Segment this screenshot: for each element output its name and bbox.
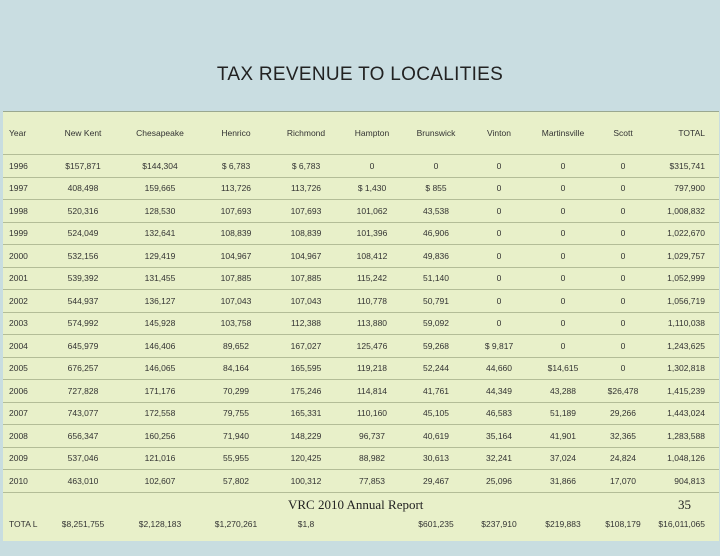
table-cell: 101,396 bbox=[341, 222, 403, 245]
table-cell: 1,008,832 bbox=[649, 200, 719, 223]
column-header: Hampton bbox=[341, 112, 403, 155]
table-cell: 32,241 bbox=[469, 447, 529, 470]
table-cell: 25,096 bbox=[469, 470, 529, 493]
table-cell: 103,758 bbox=[201, 312, 271, 335]
revenue-table-area bbox=[3, 111, 719, 541]
table-cell: 43,288 bbox=[529, 380, 597, 403]
table-cell: 0 bbox=[529, 245, 597, 268]
table-cell: 145,928 bbox=[119, 312, 201, 335]
table-cell: 35,164 bbox=[469, 425, 529, 448]
table-cell: 1997 bbox=[3, 177, 47, 200]
table-cell: 120,425 bbox=[271, 447, 341, 470]
table-cell: 146,406 bbox=[119, 335, 201, 358]
table-row bbox=[3, 200, 719, 223]
table-cell: 2000 bbox=[3, 245, 47, 268]
table-cell: 2001 bbox=[3, 267, 47, 290]
table-cell: 408,498 bbox=[47, 177, 119, 200]
table-cell: 539,392 bbox=[47, 267, 119, 290]
table-cell: 1996 bbox=[3, 155, 47, 178]
column-header: New Kent bbox=[47, 112, 119, 155]
table-cell: 113,726 bbox=[201, 177, 271, 200]
table-cell: 2004 bbox=[3, 335, 47, 358]
table-cell: 676,257 bbox=[47, 357, 119, 380]
table-cell: 0 bbox=[597, 155, 649, 178]
table-cell: 112,388 bbox=[271, 312, 341, 335]
table-cell: 0 bbox=[529, 155, 597, 178]
header-band bbox=[0, 0, 720, 110]
table-cell: 102,607 bbox=[119, 470, 201, 493]
table-cell: 1999 bbox=[3, 222, 47, 245]
table-cell: 29,266 bbox=[597, 402, 649, 425]
table-cell: $ 855 bbox=[403, 177, 469, 200]
table-cell: 49,836 bbox=[403, 245, 469, 268]
table-cell: 136,127 bbox=[119, 290, 201, 313]
table-cell: 84,164 bbox=[201, 357, 271, 380]
total-cell: $108,179 bbox=[605, 519, 641, 529]
table-cell: 107,043 bbox=[271, 290, 341, 313]
table-cell: 0 bbox=[597, 222, 649, 245]
revenue-table bbox=[3, 112, 719, 556]
table-cell: 52,244 bbox=[403, 357, 469, 380]
table-cell: 1,415,239 bbox=[649, 380, 719, 403]
total-cell: $1,8 bbox=[297, 519, 315, 529]
table-cell: 43,538 bbox=[403, 200, 469, 223]
table-cell: 71,940 bbox=[201, 425, 271, 448]
table-cell: 0 bbox=[529, 312, 597, 335]
table-cell: 0 bbox=[469, 200, 529, 223]
table-cell: 1,029,757 bbox=[649, 245, 719, 268]
table-cell: 57,802 bbox=[201, 470, 271, 493]
table-cell: $315,741 bbox=[649, 155, 719, 178]
table-row bbox=[3, 425, 719, 448]
total-cell: $16,011,065 bbox=[658, 519, 705, 529]
table-cell: 41,901 bbox=[529, 425, 597, 448]
column-header: Brunswick bbox=[403, 112, 469, 155]
total-cell: $8,251,755 bbox=[61, 519, 105, 529]
table-row bbox=[3, 402, 719, 425]
table-cell: 0 bbox=[469, 245, 529, 268]
table-cell: 88,982 bbox=[341, 447, 403, 470]
table-cell: 59,268 bbox=[403, 335, 469, 358]
table-cell: 0 bbox=[469, 290, 529, 313]
table-cell: $157,871 bbox=[47, 155, 119, 178]
table-cell: 743,077 bbox=[47, 402, 119, 425]
table-cell: 1,048,126 bbox=[649, 447, 719, 470]
table-cell: 0 bbox=[597, 357, 649, 380]
table-row bbox=[3, 447, 719, 470]
table-cell: $ 6,783 bbox=[201, 155, 271, 178]
table-row bbox=[3, 155, 719, 178]
table-cell: 0 bbox=[529, 200, 597, 223]
table-row bbox=[3, 245, 719, 268]
table-cell: 129,419 bbox=[119, 245, 201, 268]
table-cell: 0 bbox=[469, 177, 529, 200]
table-cell: 0 bbox=[529, 335, 597, 358]
table-cell: 121,016 bbox=[119, 447, 201, 470]
table-cell: 0 bbox=[597, 290, 649, 313]
table-cell: 0 bbox=[597, 200, 649, 223]
table-cell: 100,312 bbox=[271, 470, 341, 493]
table-cell: 2009 bbox=[3, 447, 47, 470]
column-header: Scott bbox=[597, 112, 649, 155]
total-cell: TOTA L bbox=[9, 519, 38, 529]
table-cell: 89,652 bbox=[201, 335, 271, 358]
table-cell: 128,530 bbox=[119, 200, 201, 223]
table-cell: 79,755 bbox=[201, 402, 271, 425]
table-cell: 44,660 bbox=[469, 357, 529, 380]
table-row bbox=[3, 312, 719, 335]
table-cell: 2002 bbox=[3, 290, 47, 313]
table-cell: 0 bbox=[469, 312, 529, 335]
table-cell: 0 bbox=[529, 222, 597, 245]
table-cell: 0 bbox=[597, 312, 649, 335]
table-cell: 30,613 bbox=[403, 447, 469, 470]
table-cell: 160,256 bbox=[119, 425, 201, 448]
table-cell: 146,065 bbox=[119, 357, 201, 380]
table-cell: 108,839 bbox=[201, 222, 271, 245]
table-cell: 2005 bbox=[3, 357, 47, 380]
table-cell: 0 bbox=[597, 335, 649, 358]
table-cell: 104,967 bbox=[201, 245, 271, 268]
table-cell: 46,583 bbox=[469, 402, 529, 425]
table-cell: 2006 bbox=[3, 380, 47, 403]
table-cell: 107,043 bbox=[201, 290, 271, 313]
table-cell: 37,024 bbox=[529, 447, 597, 470]
table-cell: $ 9,817 bbox=[469, 335, 529, 358]
table-cell: 1,243,625 bbox=[649, 335, 719, 358]
table-cell: 40,619 bbox=[403, 425, 469, 448]
table-row bbox=[3, 470, 719, 493]
table-cell: 108,412 bbox=[341, 245, 403, 268]
table-cell: 108,839 bbox=[271, 222, 341, 245]
table-row bbox=[3, 177, 719, 200]
table-cell: 1,443,024 bbox=[649, 402, 719, 425]
table-cell: 32,365 bbox=[597, 425, 649, 448]
table-cell: 165,595 bbox=[271, 357, 341, 380]
table-cell: 104,967 bbox=[271, 245, 341, 268]
table-cell: 113,726 bbox=[271, 177, 341, 200]
table-cell: 1,283,588 bbox=[649, 425, 719, 448]
table-cell: 96,737 bbox=[341, 425, 403, 448]
table-cell: 656,347 bbox=[47, 425, 119, 448]
table-cell: 1,302,818 bbox=[649, 357, 719, 380]
table-cell: 0 bbox=[597, 267, 649, 290]
table-cell: 1,056,719 bbox=[649, 290, 719, 313]
table-cell: 113,880 bbox=[341, 312, 403, 335]
table-cell: $26,478 bbox=[597, 380, 649, 403]
table-cell: 0 bbox=[469, 222, 529, 245]
column-header: TOTAL bbox=[649, 112, 719, 155]
table-cell: $ 6,783 bbox=[271, 155, 341, 178]
table-row bbox=[3, 267, 719, 290]
table-cell: 107,693 bbox=[201, 200, 271, 223]
table-cell: 2010 bbox=[3, 470, 47, 493]
column-header: Year bbox=[3, 112, 47, 155]
table-cell: 797,900 bbox=[649, 177, 719, 200]
table-cell: 0 bbox=[597, 177, 649, 200]
table-cell: $14,615 bbox=[529, 357, 597, 380]
table-cell: 171,176 bbox=[119, 380, 201, 403]
table-cell: 532,156 bbox=[47, 245, 119, 268]
column-header: Martinsville bbox=[529, 112, 597, 155]
table-row bbox=[3, 380, 719, 403]
table-cell: 107,693 bbox=[271, 200, 341, 223]
table-cell: 2003 bbox=[3, 312, 47, 335]
table-cell: 114,814 bbox=[341, 380, 403, 403]
table-cell: 131,455 bbox=[119, 267, 201, 290]
table-cell: 0 bbox=[529, 267, 597, 290]
table-cell: 2008 bbox=[3, 425, 47, 448]
table-cell: 2007 bbox=[3, 402, 47, 425]
table-cell: 0 bbox=[529, 290, 597, 313]
column-header: Richmond bbox=[271, 112, 341, 155]
table-cell: 0 bbox=[403, 155, 469, 178]
table-cell: 645,979 bbox=[47, 335, 119, 358]
table-cell: 41,761 bbox=[403, 380, 469, 403]
table-cell: 24,824 bbox=[597, 447, 649, 470]
page-number: 35 bbox=[678, 497, 691, 512]
table-cell: 537,046 bbox=[47, 447, 119, 470]
table-row bbox=[3, 290, 719, 313]
table-cell: 77,853 bbox=[341, 470, 403, 493]
total-cell: $601,235 bbox=[418, 519, 454, 529]
table-cell: 1,052,999 bbox=[649, 267, 719, 290]
table-cell: 159,665 bbox=[119, 177, 201, 200]
table-cell: 55,955 bbox=[201, 447, 271, 470]
table-cell: 520,316 bbox=[47, 200, 119, 223]
table-cell: 107,885 bbox=[201, 267, 271, 290]
table-cell: 115,242 bbox=[341, 267, 403, 290]
table-cell: 51,189 bbox=[529, 402, 597, 425]
table-cell: 904,813 bbox=[649, 470, 719, 493]
table-cell: 107,885 bbox=[271, 267, 341, 290]
table-cell: 148,229 bbox=[271, 425, 341, 448]
footer-text: VRC 2010 Annual Report bbox=[288, 497, 424, 512]
total-cell: $219,883 bbox=[545, 519, 581, 529]
table-cell: 165,331 bbox=[271, 402, 341, 425]
column-header: Vinton bbox=[469, 112, 529, 155]
table-cell: 1,110,038 bbox=[649, 312, 719, 335]
table-header-row bbox=[3, 112, 719, 155]
table-cell: 132,641 bbox=[119, 222, 201, 245]
table-cell: 175,246 bbox=[271, 380, 341, 403]
table-cell: $144,304 bbox=[119, 155, 201, 178]
table-cell: 1998 bbox=[3, 200, 47, 223]
total-cell: $2,128,183 bbox=[138, 519, 182, 529]
table-cell: $ 1,430 bbox=[341, 177, 403, 200]
table-cell: 45,105 bbox=[403, 402, 469, 425]
column-header: Henrico bbox=[201, 112, 271, 155]
table-cell: 0 bbox=[469, 155, 529, 178]
table-cell: 0 bbox=[469, 267, 529, 290]
total-cell: $237,910 bbox=[481, 519, 517, 529]
table-cell: 50,791 bbox=[403, 290, 469, 313]
table-cell: 70,299 bbox=[201, 380, 271, 403]
table-cell: 574,992 bbox=[47, 312, 119, 335]
total-cell: $1,270,261 bbox=[214, 519, 258, 529]
table-cell: 29,467 bbox=[403, 470, 469, 493]
table-row bbox=[3, 357, 719, 380]
table-cell: 59,092 bbox=[403, 312, 469, 335]
table-cell: 110,160 bbox=[341, 402, 403, 425]
table-cell: 51,140 bbox=[403, 267, 469, 290]
table-cell: 0 bbox=[341, 155, 403, 178]
table-cell: 172,558 bbox=[119, 402, 201, 425]
table-cell: 31,866 bbox=[529, 470, 597, 493]
table-cell: 544,937 bbox=[47, 290, 119, 313]
page-title: TAX REVENUE TO LOCALITIES bbox=[216, 64, 504, 85]
table-row bbox=[3, 335, 719, 358]
table-cell: 17,070 bbox=[597, 470, 649, 493]
table-cell: 727,828 bbox=[47, 380, 119, 403]
table-cell: 463,010 bbox=[47, 470, 119, 493]
table-cell: 125,476 bbox=[341, 335, 403, 358]
table-cell: 1,022,670 bbox=[649, 222, 719, 245]
table-cell: 119,218 bbox=[341, 357, 403, 380]
table-row bbox=[3, 222, 719, 245]
table-cell: 167,027 bbox=[271, 335, 341, 358]
table-cell: 44,349 bbox=[469, 380, 529, 403]
table-cell: 46,906 bbox=[403, 222, 469, 245]
table-cell: 0 bbox=[529, 177, 597, 200]
table-cell: 0 bbox=[597, 245, 649, 268]
table-cell: 110,778 bbox=[341, 290, 403, 313]
table-cell: 524,049 bbox=[47, 222, 119, 245]
column-header: Chesapeake bbox=[119, 112, 201, 155]
table-cell: 101,062 bbox=[341, 200, 403, 223]
